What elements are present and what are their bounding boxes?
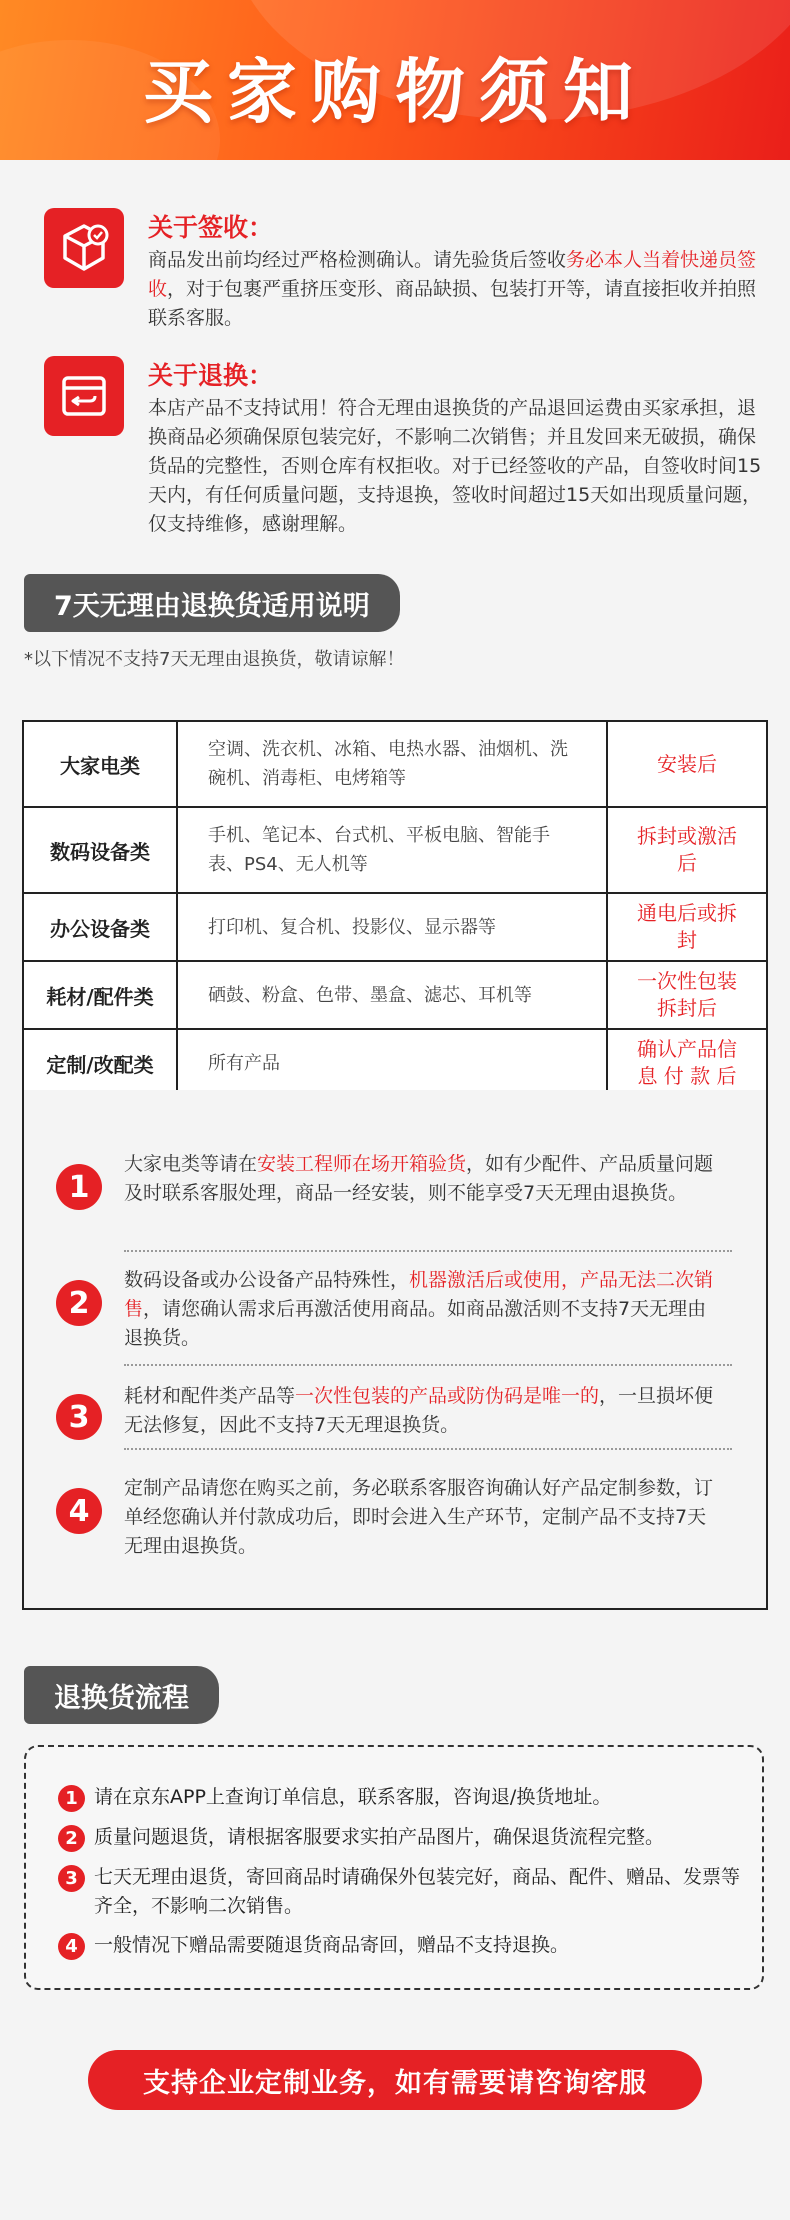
sign-title: 关于签收： [148,213,274,242]
sign-text: 商品发出前均经过严格检测确认。请先验货后签收务必本人当着快递员签收，对于包裹严重挤压变形、商品缺损、包装打开等，请直接拒收并拍照联系客服。 [148,249,757,329]
detail-text: 大家电类等请在安装工程师在场开箱验货，如有少配件、产品质量问题及时联系客服处理，商品一经安装，则不能享受7天无理由退换货。 [124,1153,714,1204]
step-text: 质量问题退货，请根据客服要求实拍产品图片，确保退货流程完整。 [94,1826,665,1848]
step-text: 一般情况下赠品需要随退货商品寄回，赠品不支持退换。 [94,1934,570,1956]
process-step [58,1931,748,1960]
package-check-icon [44,208,124,288]
return-title: 关于退换： [148,361,274,390]
condition-cell: 一次性包装拆封后 [637,969,737,1020]
number-badge: 1 [56,1164,102,1210]
divider [124,1250,732,1252]
detail-text: 数码设备或办公设备产品特殊性，机器激活后或使用，产品无法二次销售，请您确认需求后再激活使用商品。如商品激活则不支持7天无理由退换货。 [124,1269,714,1349]
condition-cell: 通电后或拆封 [637,901,737,952]
condition-cell: 拆封或激活后 [637,824,737,875]
policy-table [22,720,768,1098]
condition-cell: 确认产品信息 付 款 后 [637,1037,737,1088]
policy-heading: 7天无理由退换货适用说明 [24,574,400,632]
category-cell: 耗材/配件类 [24,962,178,1028]
contact-service-button[interactable]: 支持企业定制业务，如有需要请咨询客服 [88,2050,702,2110]
process-heading: 退换货流程 [24,1666,219,1724]
table-row [24,808,766,894]
sign-notice [44,208,757,329]
detail-text: 定制产品请您在购买之前，务必联系客服咨询确认好产品定制参数，订单经您确认并付款成功后，即时会进入生产环节，定制产品不支持7天无理由退换货。 [124,1477,714,1557]
step-badge: 1 [58,1785,85,1812]
hero-banner [0,0,790,160]
step-badge: 4 [58,1933,85,1960]
policy-note: *以下情况不支持7天无理由退换货，敬请谅解！ [24,649,405,670]
category-cell: 数码设备类 [24,808,178,892]
number-badge: 2 [56,1280,102,1326]
table-row [24,894,766,962]
divider [124,1448,732,1450]
table-row [24,962,766,1030]
process-step [58,1783,748,1812]
items-cell: 打印机、复合机、投影仪、显示器等 [178,894,608,960]
return-box-icon [44,356,124,436]
number-badge: 3 [56,1394,102,1440]
step-text: 七天无理由退货，寄回商品时请确保外包装完好，商品、配件、赠品、发票等齐全，不影响二次销售。 [94,1866,741,1917]
page-title: 买家购物须知 [143,51,647,133]
step-text: 请在京东APP上查询订单信息，联系客服，咨询退/换货地址。 [94,1786,612,1808]
divider [124,1364,732,1366]
items-cell: 所有产品 [178,1030,608,1096]
process-step [58,1823,748,1852]
table-row [24,1030,766,1096]
step-badge: 2 [58,1825,85,1852]
items-cell: 手机、笔记本、台式机、平板电脑、智能手表、PS4、无人机等 [178,808,608,892]
condition-cell: 安装后 [657,751,717,776]
process-box [24,1745,764,1990]
category-cell: 定制/改配类 [24,1030,178,1096]
process-step [58,1863,748,1921]
return-notice [44,356,762,535]
table-row [24,722,766,808]
category-cell: 办公设备类 [24,894,178,960]
items-cell: 硒鼓、粉盒、色带、墨盒、滤芯、耳机等 [178,962,608,1028]
category-cell: 大家电类 [24,722,178,806]
detail-text: 耗材和配件类产品等一次性包装的产品或防伪码是唯一的，一旦损坏便无法修复，因此不支持7天无理退换货。 [124,1385,714,1436]
step-badge: 3 [58,1865,85,1892]
details-box [22,1090,768,1610]
items-cell: 空调、洗衣机、冰箱、电热水器、油烟机、洗碗机、消毒柜、电烤箱等 [178,722,608,806]
return-text: 本店产品不支持试用！符合无理由退换货的产品退回运费由买家承担，退换商品必须确保原包装完好，不影响二次销售；并且发回来无破损，确保货品的完整性，否则仓库有权拒收。对于已经签收的产品，自签收时间15天内，有任何质量问题，支持退换，签收时间超过15天如出现质量问题，仅支持维修，感谢理解。 [148,397,762,535]
number-badge: 4 [56,1488,102,1534]
